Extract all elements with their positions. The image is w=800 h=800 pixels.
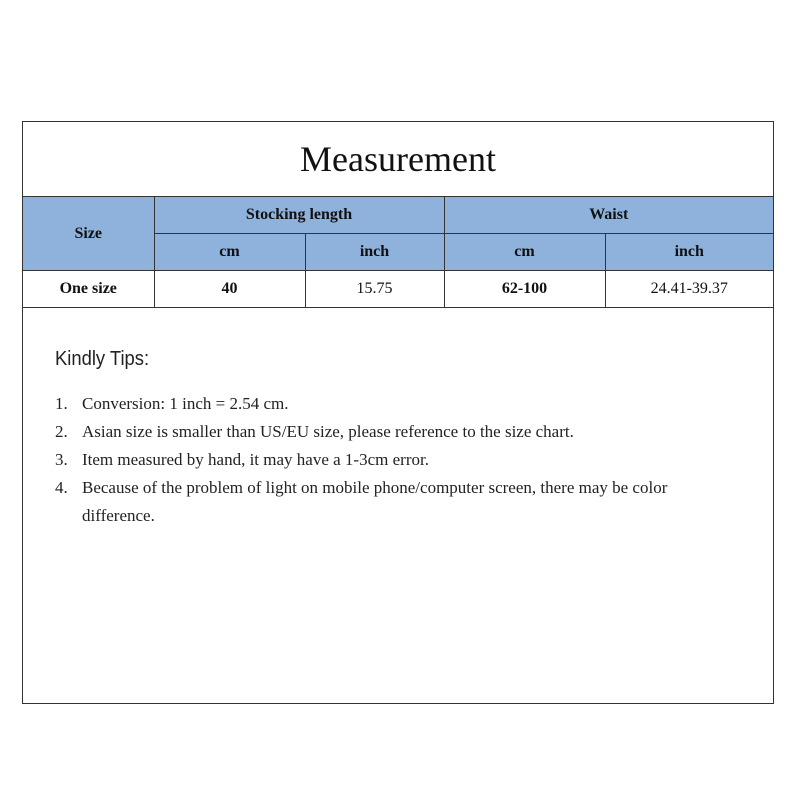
stocking-cm-cell: 40: [154, 271, 305, 308]
tip-text: Asian size is smaller than US/EU size, please reference to the size chart.: [82, 422, 574, 441]
list-item: [55, 418, 735, 446]
list-item: [55, 390, 735, 418]
waist-inch-cell: 24.41-39.37: [605, 271, 773, 308]
list-item: [55, 474, 735, 530]
stocking-inch-cell: 15.75: [305, 271, 444, 308]
list-item: [55, 446, 735, 474]
tip-number: 4.: [55, 478, 68, 497]
tip-text: Because of the problem of light on mobile phone/computer screen, there may be color difference.: [82, 478, 668, 525]
size-table: [23, 197, 773, 308]
size-cell: One size: [23, 271, 154, 308]
table-row: [23, 271, 773, 308]
waist-header: Waist: [444, 197, 773, 234]
table-header-row: [23, 197, 773, 234]
tip-text: Conversion: 1 inch = 2.54 cm.: [82, 394, 289, 413]
tips-heading: Kindly Tips:: [55, 348, 150, 370]
tip-number: 2.: [55, 422, 68, 441]
unit-header: cm: [154, 234, 305, 271]
unit-header: cm: [444, 234, 605, 271]
page-title: Measurement: [23, 122, 773, 197]
stocking-length-header: Stocking length: [154, 197, 444, 234]
measurement-card: [22, 121, 774, 704]
tips-list: [55, 390, 735, 530]
unit-header: inch: [605, 234, 773, 271]
tip-text: Item measured by hand, it may have a 1-3cm error.: [82, 450, 429, 469]
waist-cm-cell: 62-100: [444, 271, 605, 308]
unit-header: inch: [305, 234, 444, 271]
tip-number: 1.: [55, 394, 68, 413]
size-header: Size: [23, 197, 154, 271]
tip-number: 3.: [55, 450, 68, 469]
